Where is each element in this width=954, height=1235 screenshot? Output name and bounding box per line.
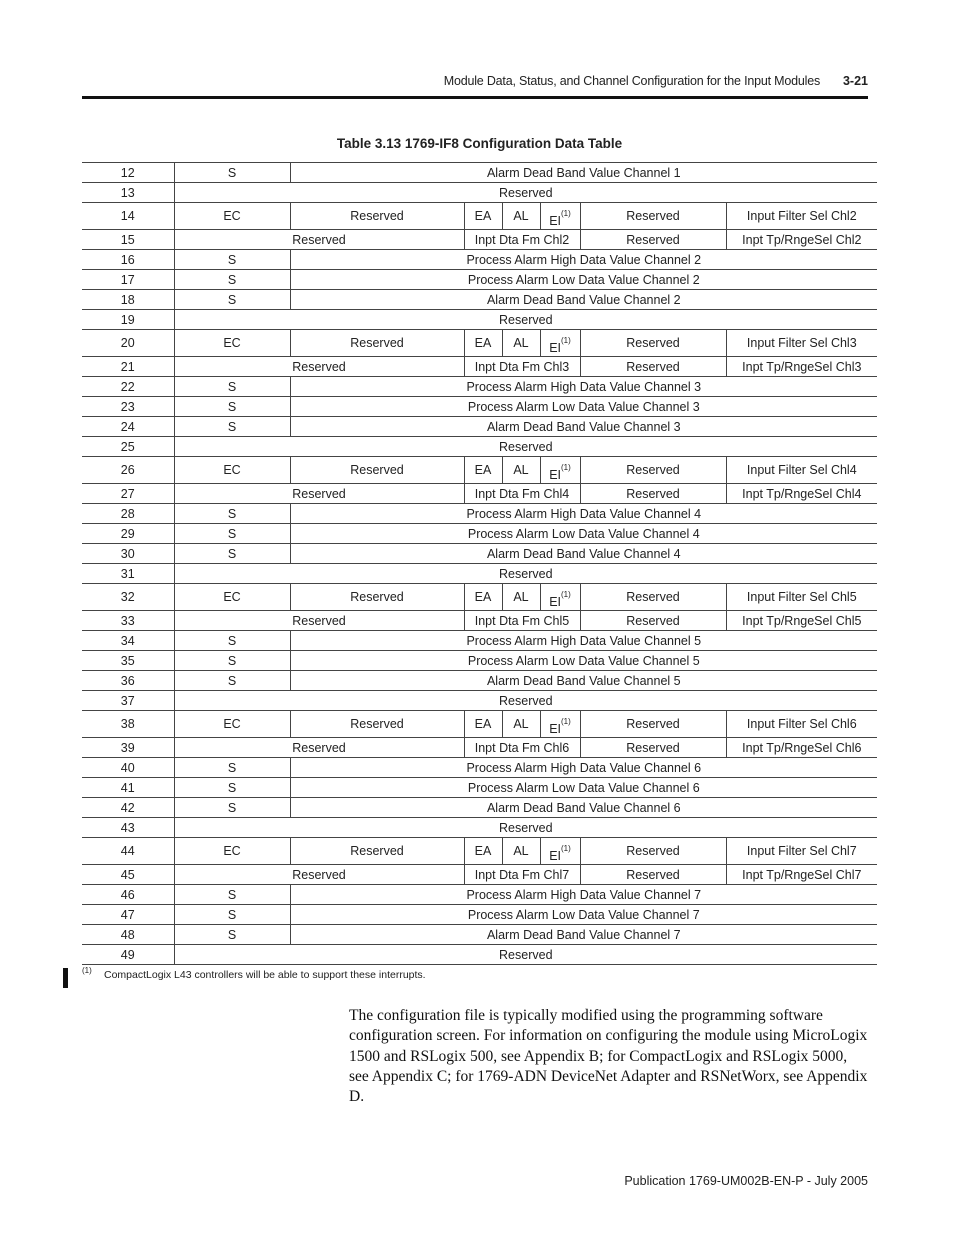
filter-sel-cell: Input Filter Sel Chl5	[726, 584, 877, 611]
word-cell: 23	[82, 397, 174, 417]
word-cell: 46	[82, 885, 174, 905]
table-row	[82, 377, 877, 397]
reserved-cell: Reserved	[290, 838, 464, 865]
reserved-cell: Reserved	[174, 738, 464, 758]
table-row	[82, 738, 877, 758]
table-row	[82, 524, 877, 544]
al-bit-cell: AL	[502, 838, 540, 865]
word-cell: 41	[82, 778, 174, 798]
header-rule	[82, 96, 868, 99]
table-row	[82, 691, 877, 711]
ea-bit-cell: EA	[464, 330, 502, 357]
ei-label: EI	[549, 468, 562, 482]
table-row	[82, 631, 877, 651]
value-cell: Process Alarm High Data Value Channel 5	[290, 631, 877, 651]
reserved-cell: Reserved	[580, 484, 726, 504]
word-cell: 40	[82, 758, 174, 778]
al-bit-cell: AL	[502, 203, 540, 230]
ei-label: EI	[549, 595, 562, 609]
word-cell: 34	[82, 631, 174, 651]
reserved-cell: Reserved	[174, 611, 464, 631]
reserved-cell: Reserved	[174, 691, 877, 711]
table-row	[82, 584, 877, 611]
reserved-cell: Reserved	[290, 203, 464, 230]
table-row	[82, 310, 877, 330]
table-row	[82, 905, 877, 925]
type-cell: S	[174, 504, 290, 524]
table-row	[82, 163, 877, 183]
table-row	[82, 758, 877, 778]
type-cell: S	[174, 651, 290, 671]
word-cell: 24	[82, 417, 174, 437]
value-cell: Process Alarm High Data Value Channel 7	[290, 885, 877, 905]
value-cell: Process Alarm High Data Value Channel 2	[290, 250, 877, 270]
word-cell: 31	[82, 564, 174, 584]
table-row	[82, 564, 877, 584]
type-range-sel-cell: Inpt Tp/RngeSel Chl5	[726, 611, 877, 631]
word-cell: 38	[82, 711, 174, 738]
reserved-cell: Reserved	[580, 738, 726, 758]
table-row	[82, 865, 877, 885]
ei-bit-cell	[540, 203, 580, 230]
type-cell: S	[174, 250, 290, 270]
word-cell: 32	[82, 584, 174, 611]
value-cell: Process Alarm High Data Value Channel 3	[290, 377, 877, 397]
table-body	[82, 163, 877, 965]
type-range-sel-cell: Inpt Tp/RngeSel Chl6	[726, 738, 877, 758]
reserved-cell: Reserved	[580, 611, 726, 631]
word-cell: 35	[82, 651, 174, 671]
body-paragraph: The configuration file is typically modified using the programming software configuration screen. For information on configuring the module using MicroLogix 1500 and RSLogix 500, see Appendix B; for CompactLogix and RSLogix 5000, see Appendix C; for 1769-ADN DeviceNet Adapter and RSNetWorx, see Appendix D.	[349, 1007, 868, 1106]
table-row	[82, 290, 877, 310]
value-cell: Alarm Dead Band Value Channel 7	[290, 925, 877, 945]
word-cell: 14	[82, 203, 174, 230]
reserved-cell: Reserved	[290, 584, 464, 611]
reserved-cell: Reserved	[580, 838, 726, 865]
type-range-sel-cell: Inpt Tp/RngeSel Chl2	[726, 230, 877, 250]
type-cell: S	[174, 163, 290, 183]
word-cell: 20	[82, 330, 174, 357]
reserved-cell: Reserved	[580, 357, 726, 377]
ei-label: EI	[549, 849, 562, 863]
value-cell: Process Alarm Low Data Value Channel 7	[290, 905, 877, 925]
word-cell: 42	[82, 798, 174, 818]
table-row	[82, 397, 877, 417]
table-row	[82, 457, 877, 484]
value-cell: Alarm Dead Band Value Channel 3	[290, 417, 877, 437]
table-row	[82, 203, 877, 230]
table-row	[82, 504, 877, 524]
type-cell: S	[174, 885, 290, 905]
type-cell: EC	[174, 457, 290, 484]
reserved-cell: Reserved	[290, 330, 464, 357]
footnote-ref: (1)	[561, 463, 571, 472]
type-cell: S	[174, 270, 290, 290]
table-row	[82, 711, 877, 738]
table-row	[82, 798, 877, 818]
word-cell: 33	[82, 611, 174, 631]
reserved-cell: Reserved	[290, 457, 464, 484]
footnote-text: CompactLogix L43 controllers will be able to support these interrupts.	[104, 969, 426, 981]
ei-label: EI	[549, 722, 562, 736]
value-cell: Process Alarm High Data Value Channel 6	[290, 758, 877, 778]
table-row	[82, 945, 877, 965]
value-cell: Process Alarm Low Data Value Channel 4	[290, 524, 877, 544]
type-cell: S	[174, 905, 290, 925]
word-cell: 48	[82, 925, 174, 945]
type-cell: S	[174, 798, 290, 818]
reserved-cell: Reserved	[174, 437, 877, 457]
word-cell: 21	[82, 357, 174, 377]
ea-bit-cell: EA	[464, 203, 502, 230]
type-cell: S	[174, 758, 290, 778]
reserved-cell: Reserved	[174, 818, 877, 838]
word-cell: 18	[82, 290, 174, 310]
ei-bit-cell	[540, 711, 580, 738]
ei-bit-cell	[540, 838, 580, 865]
value-cell: Process Alarm Low Data Value Channel 5	[290, 651, 877, 671]
value-cell: Alarm Dead Band Value Channel 4	[290, 544, 877, 564]
word-cell: 47	[82, 905, 174, 925]
footnote-ref: (1)	[561, 844, 571, 853]
data-format-cell: Inpt Dta Fm Chl6	[464, 738, 580, 758]
table-row	[82, 484, 877, 504]
value-cell: Process Alarm Low Data Value Channel 2	[290, 270, 877, 290]
ea-bit-cell: EA	[464, 838, 502, 865]
value-cell: Alarm Dead Band Value Channel 5	[290, 671, 877, 691]
reserved-cell: Reserved	[174, 865, 464, 885]
word-cell: 12	[82, 163, 174, 183]
reserved-cell: Reserved	[580, 865, 726, 885]
table-row	[82, 671, 877, 691]
word-cell: 43	[82, 818, 174, 838]
word-cell: 16	[82, 250, 174, 270]
value-cell: Process Alarm Low Data Value Channel 3	[290, 397, 877, 417]
type-cell: S	[174, 544, 290, 564]
table-row	[82, 651, 877, 671]
type-cell: S	[174, 671, 290, 691]
reserved-cell: Reserved	[174, 945, 877, 965]
table-row	[82, 330, 877, 357]
table-row	[82, 437, 877, 457]
reserved-cell: Reserved	[580, 457, 726, 484]
al-bit-cell: AL	[502, 584, 540, 611]
value-cell: Process Alarm Low Data Value Channel 6	[290, 778, 877, 798]
al-bit-cell: AL	[502, 711, 540, 738]
data-format-cell: Inpt Dta Fm Chl7	[464, 865, 580, 885]
word-cell: 30	[82, 544, 174, 564]
table-row	[82, 183, 877, 203]
ei-label: EI	[549, 214, 562, 228]
reserved-cell: Reserved	[580, 584, 726, 611]
footnote-ref: (1)	[561, 717, 571, 726]
word-cell: 45	[82, 865, 174, 885]
word-cell: 26	[82, 457, 174, 484]
ea-bit-cell: EA	[464, 711, 502, 738]
table-row	[82, 818, 877, 838]
table-row	[82, 925, 877, 945]
filter-sel-cell: Input Filter Sel Chl2	[726, 203, 877, 230]
word-cell: 25	[82, 437, 174, 457]
config-data-table	[82, 162, 877, 965]
data-format-cell: Inpt Dta Fm Chl2	[464, 230, 580, 250]
ei-bit-cell	[540, 330, 580, 357]
table-title: Table 3.13 1769-IF8 Configuration Data Table	[336, 136, 623, 151]
type-cell: EC	[174, 203, 290, 230]
type-cell: S	[174, 631, 290, 651]
word-cell: 44	[82, 838, 174, 865]
al-bit-cell: AL	[502, 457, 540, 484]
reserved-cell: Reserved	[174, 310, 877, 330]
data-format-cell: Inpt Dta Fm Chl4	[464, 484, 580, 504]
word-cell: 49	[82, 945, 174, 965]
reserved-cell: Reserved	[174, 183, 877, 203]
reserved-cell: Reserved	[580, 203, 726, 230]
footnote-mark: (1)	[82, 966, 92, 975]
footnote-ref: (1)	[561, 336, 571, 345]
type-cell: S	[174, 778, 290, 798]
al-bit-cell: AL	[502, 330, 540, 357]
data-format-cell: Inpt Dta Fm Chl3	[464, 357, 580, 377]
table-row	[82, 357, 877, 377]
ea-bit-cell: EA	[464, 457, 502, 484]
table-row	[82, 838, 877, 865]
filter-sel-cell: Input Filter Sel Chl6	[726, 711, 877, 738]
table-row	[82, 250, 877, 270]
reserved-cell: Reserved	[174, 357, 464, 377]
filter-sel-cell: Input Filter Sel Chl7	[726, 838, 877, 865]
ea-bit-cell: EA	[464, 584, 502, 611]
table-row	[82, 885, 877, 905]
footnote-ref: (1)	[561, 209, 571, 218]
word-cell: 22	[82, 377, 174, 397]
type-cell: S	[174, 290, 290, 310]
word-cell: 17	[82, 270, 174, 290]
type-cell: EC	[174, 711, 290, 738]
type-cell: EC	[174, 330, 290, 357]
table-row	[82, 544, 877, 564]
filter-sel-cell: Input Filter Sel Chl4	[726, 457, 877, 484]
footnote-ref: (1)	[561, 590, 571, 599]
type-cell: S	[174, 524, 290, 544]
reserved-cell: Reserved	[174, 564, 877, 584]
word-cell: 19	[82, 310, 174, 330]
word-cell: 15	[82, 230, 174, 250]
reserved-cell: Reserved	[580, 330, 726, 357]
word-cell: 27	[82, 484, 174, 504]
value-cell: Alarm Dead Band Value Channel 2	[290, 290, 877, 310]
change-bar	[63, 968, 68, 988]
data-format-cell: Inpt Dta Fm Chl5	[464, 611, 580, 631]
word-cell: 29	[82, 524, 174, 544]
publication-footer: Publication 1769-UM002B-EN-P - July 2005	[624, 1174, 868, 1188]
type-cell: EC	[174, 838, 290, 865]
word-cell: 37	[82, 691, 174, 711]
word-cell: 36	[82, 671, 174, 691]
type-range-sel-cell: Inpt Tp/RngeSel Chl7	[726, 865, 877, 885]
type-cell: S	[174, 377, 290, 397]
table-row	[82, 778, 877, 798]
running-header: Module Data, Status, and Channel Configuration for the Input Modules	[443, 74, 820, 88]
type-cell: S	[174, 397, 290, 417]
ei-bit-cell	[540, 584, 580, 611]
table-row	[82, 417, 877, 437]
ei-bit-cell	[540, 457, 580, 484]
value-cell: Alarm Dead Band Value Channel 6	[290, 798, 877, 818]
word-cell: 39	[82, 738, 174, 758]
table-row	[82, 230, 877, 250]
reserved-cell: Reserved	[580, 230, 726, 250]
table-row	[82, 270, 877, 290]
word-cell: 13	[82, 183, 174, 203]
value-cell: Alarm Dead Band Value Channel 1	[290, 163, 877, 183]
page-number: 3-21	[842, 74, 868, 88]
filter-sel-cell: Input Filter Sel Chl3	[726, 330, 877, 357]
value-cell: Process Alarm High Data Value Channel 4	[290, 504, 877, 524]
type-cell: S	[174, 925, 290, 945]
reserved-cell: Reserved	[580, 711, 726, 738]
ei-label: EI	[549, 341, 562, 355]
reserved-cell: Reserved	[290, 711, 464, 738]
word-cell: 28	[82, 504, 174, 524]
type-range-sel-cell: Inpt Tp/RngeSel Chl4	[726, 484, 877, 504]
type-cell: EC	[174, 584, 290, 611]
table-row	[82, 611, 877, 631]
type-range-sel-cell: Inpt Tp/RngeSel Chl3	[726, 357, 877, 377]
reserved-cell: Reserved	[174, 230, 464, 250]
type-cell: S	[174, 417, 290, 437]
reserved-cell: Reserved	[174, 484, 464, 504]
